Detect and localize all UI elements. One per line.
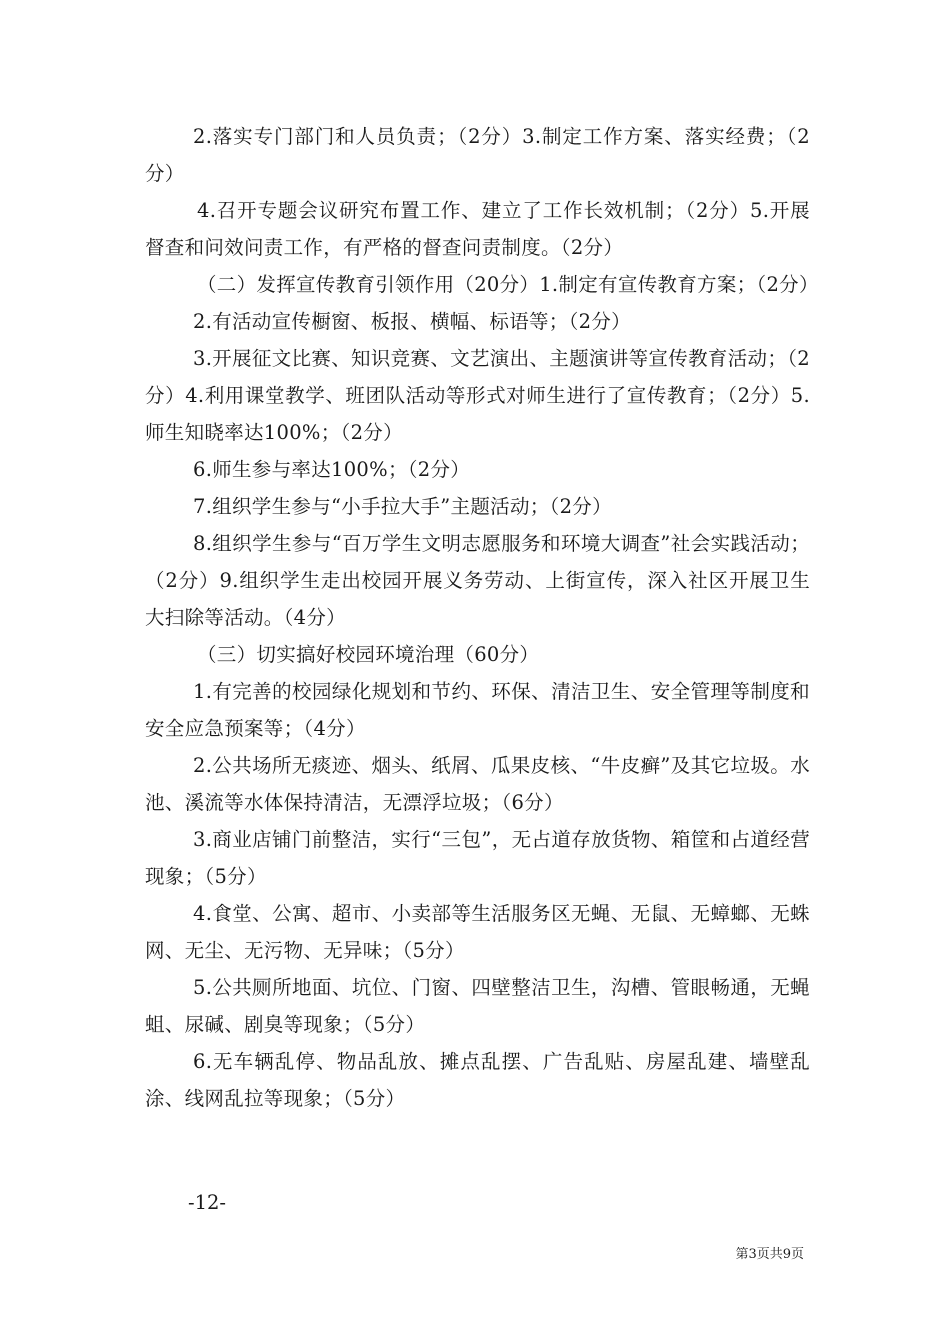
paragraph-15: 6.无车辆乱停、物品乱放、摊点乱摆、广告乱贴、房屋乱建、墙壁乱涂、线网乱拉等现象；（5分） <box>145 1050 810 1110</box>
paragraph-14: 5.公共厕所地面、坑位、门窗、四壁整洁卫生，沟槽、管眼畅通，无蝇蛆、尿碱、剧臭等现象；（5分） <box>145 976 810 1036</box>
paragraph-6: 6.师生参与率达100%；（2分） <box>193 458 471 481</box>
paragraph-11: 2.公共场所无痰迹、烟头、纸屑、瓜果皮核、“牛皮癣”及其它垃圾。水池、溪流等水体保持清洁，无漂浮垃圾；（6分） <box>145 754 810 814</box>
section-heading-3: （三）切实搞好校园环境治理（60分） <box>197 643 540 666</box>
paragraph-4: 2.有活动宣传橱窗、板报、横幅、标语等；（2分） <box>193 310 631 333</box>
page-footer: 第3页共9页 <box>735 1247 804 1262</box>
paragraph-7: 7.组织学生参与“小手拉大手”主题活动；（2分） <box>193 495 612 518</box>
document-body <box>145 118 819 1117</box>
paragraph-1: 2.落实专门部门和人员负责；（2分）3.制定工作方案、落实经费；（2分） <box>145 125 810 185</box>
paragraph-2: 4.召开专题会议研究布置工作、建立了工作长效机制；（2分）5.开展督查和问效问责工作，有严格的督查问责制度。（2分） <box>145 199 810 259</box>
page-marker: -12- <box>188 1191 226 1214</box>
paragraph-10: 1.有完善的校园绿化规划和节约、环保、清洁卫生、安全管理等制度和安全应急预案等；（4分） <box>145 680 810 740</box>
paragraph-13: 4.食堂、公寓、超市、小卖部等生活服务区无蝇、无鼠、无蟑螂、无蛛网、无尘、无污物、无异味；（5分） <box>145 902 810 962</box>
section-heading-2: （二）发挥宣传教育引领作用（20分）1.制定有宣传教育方案；（2分） <box>197 273 819 296</box>
paragraph-12: 3.商业店铺门前整洁，实行“三包”，无占道存放货物、箱筐和占道经营现象；（5分） <box>145 828 810 888</box>
paragraph-5: 3.开展征文比赛、知识竞赛、文艺演出、主题演讲等宣传教育活动；（2分）4.利用课堂教学、班团队活动等形式对师生进行了宣传教育；（2分）5.师生知晓率达100%；（2分） <box>145 347 810 444</box>
paragraph-8: 8.组织学生参与“百万学生文明志愿服务和环境大调查”社会实践活动；（2分）9.组织学生走出校园开展义务劳动、上街宣传，深入社区开展卫生大扫除等活动。（4分） <box>145 532 810 629</box>
